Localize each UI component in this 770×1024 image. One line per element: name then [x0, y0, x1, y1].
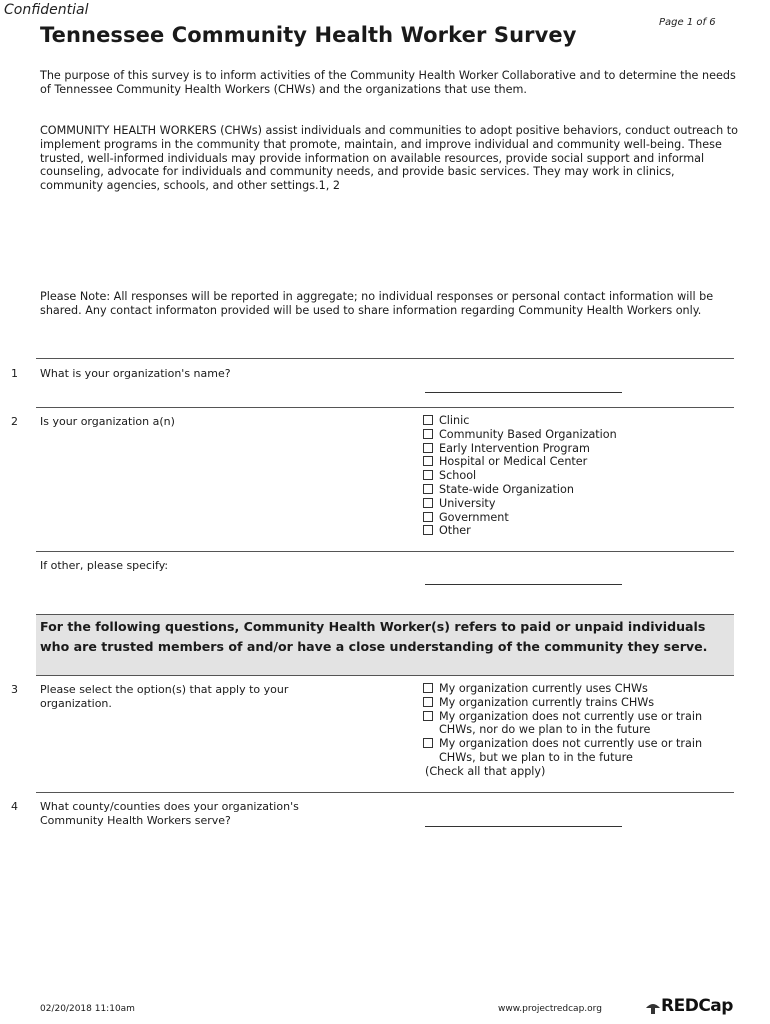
divider [36, 358, 734, 359]
checkbox[interactable] [423, 443, 433, 453]
option-uses-chws[interactable]: My organization currently uses CHWs [423, 682, 702, 696]
question-org-name: What is your organization's name? [40, 367, 231, 380]
question-org-type: Is your organization a(n) [40, 415, 175, 428]
option-school[interactable]: School [423, 469, 617, 483]
checkbox[interactable] [423, 683, 433, 693]
option-clinic[interactable]: Clinic [423, 414, 617, 428]
question-number: 4 [11, 800, 18, 813]
option-no-plan[interactable]: My organization does not currently use or train CHWs, nor do we plan to in the future [423, 710, 702, 738]
footer-datetime: 02/20/2018 11:10am [40, 1004, 135, 1014]
option-state-wide-organization[interactable]: State-wide Organization [423, 483, 617, 497]
option-early-intervention-program[interactable]: Early Intervention Program [423, 442, 617, 456]
privacy-note-paragraph: Please Note: All responses will be reported in aggregate; no individual responses or personal contact information will be shared. Any contact informaton provided will be used to share information regarding Community Health Workers only. [40, 290, 714, 317]
chw-use-options [423, 682, 702, 779]
chw-definition-paragraph: COMMUNITY HEALTH WORKERS (CHWs) assist individuals and communities to adopt positive behaviors, conduct outreach to implement programs in the community that promote, maintain, and improve individual and community well-being. These trusted, well-informed individuals may provide information on available resources, provide social support and informal counseling, advocate for individuals and community needs, and provide basic services. They may work in clinics, community agencies, schools, and other settings.1, 2 [40, 124, 738, 193]
option-government[interactable]: Government [423, 511, 617, 525]
checkbox[interactable] [423, 470, 433, 480]
checkbox[interactable] [423, 498, 433, 508]
divider [36, 792, 734, 793]
check-all-note: (Check all that apply) [425, 764, 546, 778]
redcap-logo-text: REDCap [661, 996, 733, 1016]
option-university[interactable]: University [423, 497, 617, 511]
option-trains-chws[interactable]: My organization currently trains CHWs [423, 696, 702, 710]
question-number: 3 [11, 683, 18, 696]
checkbox[interactable] [423, 738, 433, 748]
section-banner [36, 614, 734, 676]
checkbox[interactable] [423, 711, 433, 721]
divider [36, 407, 734, 408]
question-counties: What county/counties does your organization's Community Health Workers serve? [40, 800, 299, 827]
section-banner-text: For the following questions, Community Health Worker(s) refers to paid or unpaid individuals who are trusted members of and/or have a close understanding of the community they serve. [40, 619, 708, 654]
other-specify-input[interactable] [425, 584, 622, 585]
footer-url[interactable]: www.projectredcap.org [498, 1004, 602, 1014]
redcap-mushroom-icon [645, 1000, 661, 1016]
option-plan-future[interactable]: My organization does not currently use or train CHWs, but we plan to in the future [423, 737, 702, 765]
checkbox[interactable] [423, 415, 433, 425]
org-name-input[interactable] [425, 392, 622, 393]
checkbox[interactable] [423, 456, 433, 466]
checkbox[interactable] [423, 697, 433, 707]
checkbox[interactable] [423, 484, 433, 494]
question-other-specify: If other, please specify: [40, 559, 169, 572]
redcap-logo [645, 996, 733, 1016]
checkbox[interactable] [423, 429, 433, 439]
checkbox[interactable] [423, 512, 433, 522]
question-number: 1 [11, 367, 18, 380]
divider [36, 551, 734, 552]
option-community-based-organization[interactable]: Community Based Organization [423, 428, 617, 442]
question-number: 2 [11, 415, 18, 428]
option-hospital-medical-center[interactable]: Hospital or Medical Center [423, 455, 617, 469]
option-other[interactable]: Other [423, 524, 617, 538]
survey-title: Tennessee Community Health Worker Survey [40, 23, 577, 47]
page-number: Page 1 of 6 [659, 17, 716, 28]
org-type-options [423, 414, 617, 538]
checkbox[interactable] [423, 525, 433, 535]
counties-input[interactable] [425, 826, 622, 827]
purpose-paragraph: The purpose of this survey is to inform activities of the Community Health Worker Collaborative and to determine the needs of Tennessee Community Health Workers (CHWs) and the organizations that use them. [40, 69, 736, 96]
confidential-label: Confidential [4, 2, 89, 18]
question-chw-use: Please select the option(s) that apply to your organization. [40, 683, 289, 710]
